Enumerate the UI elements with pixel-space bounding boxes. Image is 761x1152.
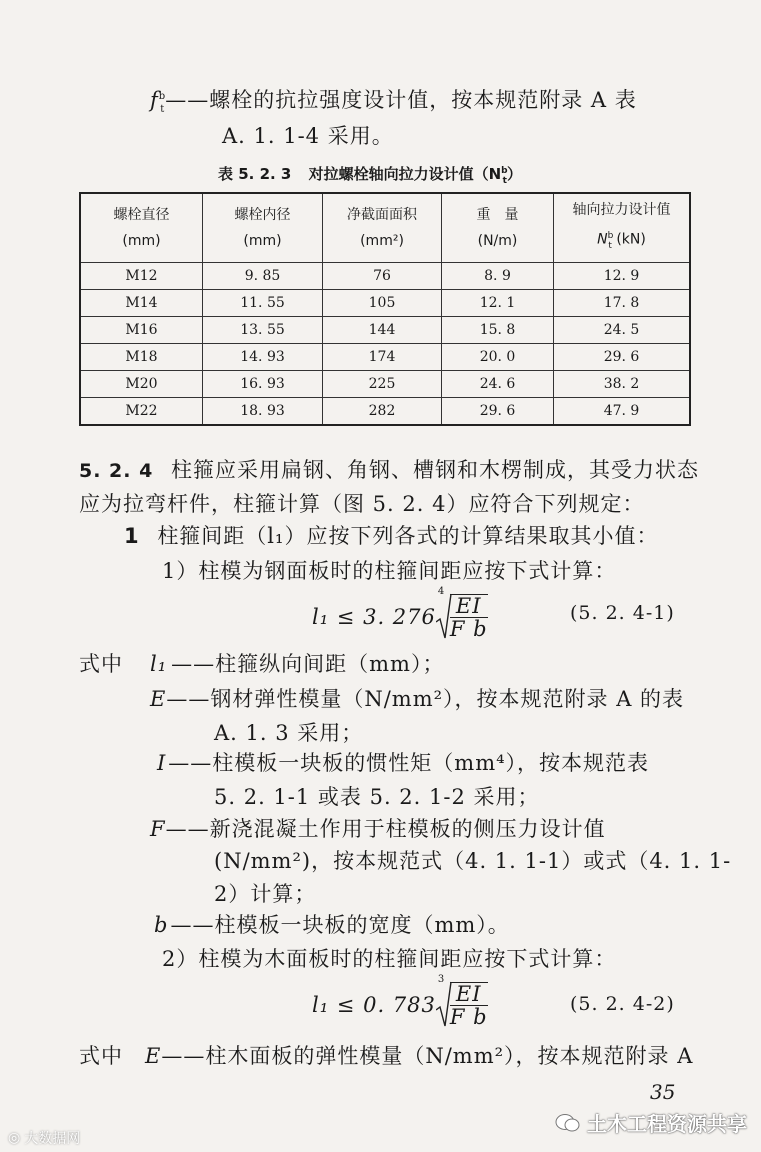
- cell: 11. 55: [203, 290, 323, 317]
- table-number: 表 5. 2. 3: [218, 165, 292, 183]
- where-cont-I: 5. 2. 1-1 或表 5. 2. 1-2 采用；: [214, 785, 540, 809]
- cell: 15. 8: [442, 317, 554, 344]
- radical-2: [436, 974, 488, 1030]
- cell: 225: [323, 371, 442, 398]
- formula-2: [312, 974, 488, 1030]
- table-row: [80, 263, 690, 290]
- fraction-1-num: EI: [450, 595, 488, 618]
- watermark-left-text: 大数据网: [24, 1131, 81, 1147]
- where-item-b: b——柱模板一块板的宽度（mm）。: [154, 913, 510, 937]
- cell: 29. 6: [554, 344, 691, 371]
- formula-2-lhs: l₁ ≤ 0. 783: [312, 993, 436, 1017]
- cell: 14. 93: [203, 344, 323, 371]
- caption-sup: b: [501, 166, 508, 176]
- table-row: [80, 398, 690, 426]
- where-text: 柱箍纵向间距（mm）；: [215, 652, 445, 676]
- dash: ——: [165, 88, 210, 112]
- where-lead-1: 式中: [79, 652, 123, 676]
- page-number: 35: [650, 1080, 676, 1104]
- table-row: [80, 317, 690, 344]
- fraction-2-num: EI: [450, 983, 488, 1006]
- cell: 76: [323, 263, 442, 290]
- cell: 38. 2: [554, 371, 691, 398]
- clause-text1: 柱箍应采用扁钢、角钢、槽钢和木楞制成，其受力状态: [171, 458, 700, 482]
- header-cell: 螺栓直径 (mm): [80, 193, 203, 263]
- where-cont2-F: 2）计算；: [214, 882, 317, 906]
- cell: 282: [323, 398, 442, 426]
- clause-line2: 应为拉弯杆件，柱箍计算（图 5. 2. 4）应符合下列规定：: [79, 492, 645, 516]
- symbol-sup: b: [158, 91, 167, 102]
- cell: M18: [80, 344, 203, 371]
- where-text: 柱木面板的弹性模量（N/mm²），按本规范附录 A: [205, 1044, 694, 1068]
- cell: 20. 0: [442, 344, 554, 371]
- root-index-2: 3: [437, 974, 446, 985]
- table-row: [80, 344, 690, 371]
- cell: 105: [323, 290, 442, 317]
- where-sym: b: [154, 913, 169, 937]
- header-cell: 净截面面积 (mm²): [323, 193, 442, 263]
- table-row: [80, 290, 690, 317]
- root-index-1: 4: [437, 586, 446, 597]
- formula-1-label: (5. 2. 4-1): [570, 602, 675, 624]
- cell: 47. 9: [554, 398, 691, 426]
- where-sym: l₁: [150, 652, 168, 676]
- where-sym: E: [150, 687, 167, 711]
- watermark-circle-icon: ◎: [8, 1130, 21, 1146]
- cell: M14: [80, 290, 203, 317]
- caption-end: ）: [506, 165, 522, 183]
- where-text: 柱模板一块板的宽度（mm）。: [214, 913, 510, 937]
- cell: 12. 1: [442, 290, 554, 317]
- watermark-right: [555, 1108, 747, 1137]
- table-title: [218, 163, 522, 186]
- intro-line2: A. 1. 1-4 采用。: [222, 124, 394, 148]
- cell: M20: [80, 371, 203, 398]
- symbol-f: f: [150, 88, 159, 112]
- cell: M12: [80, 263, 203, 290]
- cell: 8. 9: [442, 263, 554, 290]
- where-cont-F: (N/mm²)，按本规范式（4. 1. 1-1）或式（4. 1. 1-: [214, 849, 732, 873]
- where-text: 钢材弹性模量（N/mm²），按本规范附录 A 的表: [210, 687, 685, 711]
- formula-2-label: (5. 2. 4-2): [570, 993, 675, 1015]
- where-item-F: F——新浇混凝土作用于柱模板的侧压力设计值: [150, 817, 606, 841]
- where-text: 新浇混凝土作用于柱模板的侧压力设计值: [209, 817, 606, 841]
- cell: M16: [80, 317, 203, 344]
- cell: 9. 85: [203, 263, 323, 290]
- item1-number: 1: [124, 524, 140, 548]
- item1-text: 柱箍间距（l₁）应按下列各式的计算结果取其小值：: [157, 524, 659, 548]
- clause-line1: [79, 454, 699, 484]
- header-cell: 螺栓内径 (mm): [203, 193, 323, 263]
- chat-bubble-icon: [555, 1112, 581, 1134]
- header-cell: 轴向拉力设计值 $N^b_t$ (kN): [554, 193, 691, 263]
- fraction-2: [450, 982, 488, 1028]
- fraction-1-den: F b: [449, 617, 488, 641]
- where-lead-2: 式中: [79, 1044, 123, 1068]
- symbol-sub: t: [160, 104, 166, 116]
- cell: 24. 5: [554, 317, 691, 344]
- cell: 144: [323, 317, 442, 344]
- cell: M22: [80, 398, 203, 426]
- sub-item-1: 1）柱模为钢面板时的柱箍间距应按下式计算：: [162, 559, 617, 583]
- bolt-table: [79, 192, 691, 426]
- cell: 17. 8: [554, 290, 691, 317]
- cell: 16. 93: [203, 371, 323, 398]
- radical-1: [436, 586, 488, 642]
- cell: 174: [323, 344, 442, 371]
- fraction-2-den: F b: [449, 1005, 488, 1029]
- where-cont-E: A. 1. 3 采用；: [214, 721, 364, 745]
- where-item-I: I——柱模板一块板的惯性矩（mm⁴），按本规范表: [157, 751, 650, 775]
- fraction-1: [450, 594, 488, 640]
- formula-1-lhs: l₁ ≤ 3. 276: [312, 605, 436, 629]
- item1: [124, 520, 658, 550]
- cell: 12. 9: [554, 263, 691, 290]
- cell: 29. 6: [442, 398, 554, 426]
- header-cell: 重 量 (N/m): [442, 193, 554, 263]
- watermark-right-text: 土木工程资源共享: [587, 1112, 747, 1136]
- table-caption: 对拉螺栓轴向拉力设计值（N: [308, 165, 502, 183]
- table-header-row: [80, 193, 690, 263]
- cell: 18. 93: [203, 398, 323, 426]
- where2-item-E: E——柱木面板的弹性模量（N/mm²），按本规范附录 A: [145, 1044, 694, 1068]
- where-sym: E: [145, 1044, 162, 1068]
- where-sym: I: [157, 751, 167, 775]
- caption-sub: t: [502, 176, 507, 186]
- cell: 13. 55: [203, 317, 323, 344]
- watermark-left: [8, 1128, 80, 1148]
- intro-definition: [150, 84, 637, 115]
- table-row: [80, 371, 690, 398]
- cell: 24. 6: [442, 371, 554, 398]
- where-text: 柱模板一块板的惯性矩（mm⁴），按本规范表: [212, 751, 650, 775]
- clause-number: 5. 2. 4: [79, 460, 154, 482]
- formula-1: [312, 586, 488, 642]
- intro-line1: 螺栓的抗拉强度设计值，按本规范附录 A 表: [209, 88, 637, 112]
- where-item-E: E——钢材弹性模量（N/mm²），按本规范附录 A 的表: [150, 687, 685, 711]
- where-item-l1: l₁ ——柱箍纵向间距（mm）；: [150, 652, 445, 676]
- where-sym: F: [150, 817, 166, 841]
- sub-item-2: 2）柱模为木面板时的柱箍间距应按下式计算：: [162, 947, 617, 971]
